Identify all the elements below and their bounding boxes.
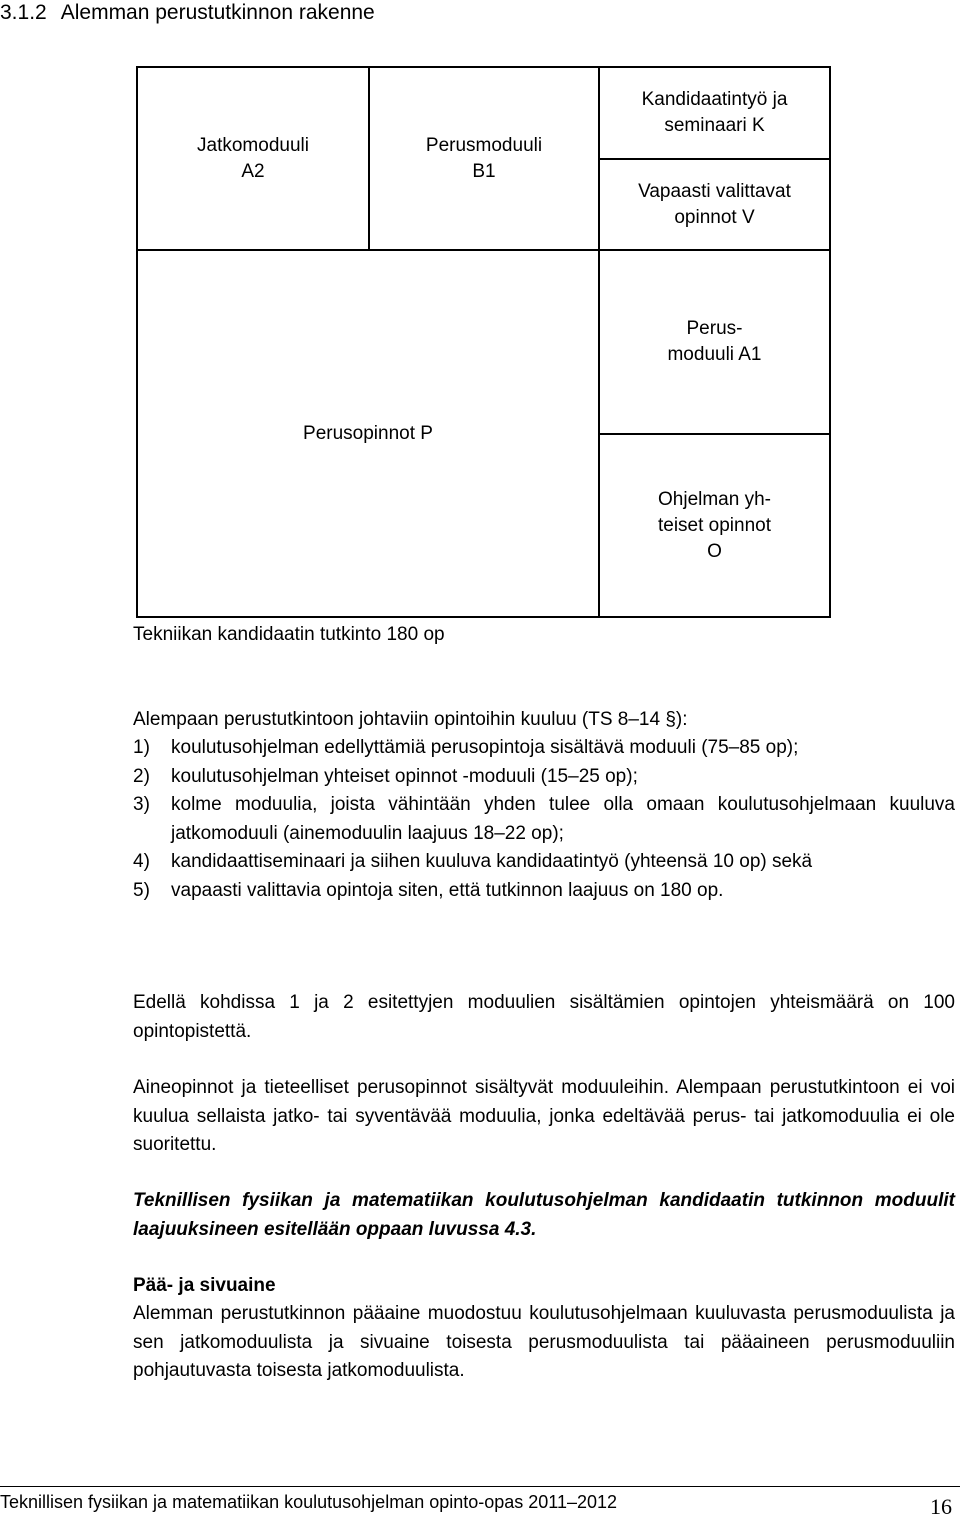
- section-heading: [0, 1, 375, 25]
- vapaasti-valittavat-box: [598, 158, 831, 251]
- kandidaatintyo-box: [598, 66, 831, 160]
- vapaasti-valittavat-label: Vapaasti valittavat opinnot V: [638, 180, 791, 228]
- list-item: [133, 734, 955, 763]
- list-item-text: koulutusohjelman yhteiset opinnot -moduuli (15–25 op);: [171, 765, 638, 787]
- page-number: 16: [930, 1494, 952, 1519]
- list-item-text: koulutusohjelman edellyttämiä perusopintoja sisältävä moduuli (75–85 op);: [171, 737, 799, 758]
- list-item: [133, 791, 955, 848]
- list-item: [133, 877, 955, 906]
- paragraph-major-minor: Alemman perustutkinnon pääaine muodostuu koulutusohjelmaan kuuluvasta perusmoduulista ja sen jatkomoduulista ja sivuaine toisesta perusmoduulista tai pääaineen perusmoduuliin pohjautuvasta toisesta jatkomoduulista.: [133, 1303, 955, 1381]
- requirements-list: [133, 734, 955, 905]
- intro-text: Alempaan perustutkintoon johtaviin opintoihin kuuluu (TS 8–14 §):: [133, 709, 688, 730]
- list-item-number: 5): [133, 879, 150, 901]
- list-item-number: 1): [133, 737, 150, 758]
- perusopinnot-box: [136, 249, 600, 618]
- perusmoduuli-b1-label: Perusmoduuli B1: [425, 134, 543, 182]
- list-item: [133, 848, 955, 877]
- yhteiset-opinnot-box: [598, 433, 831, 618]
- paragraph-total-credits: Edellä kohdissa 1 ja 2 esitettyjen moduulien sisältämien opintojen yhteismäärä on 100 opintopistettä.: [133, 992, 955, 1042]
- list-item-number: 3): [133, 794, 150, 815]
- paragraph-module-rules: Aineopinnot ja tieteelliset perusopinnot sisältyvät moduuleihin. Alempaan perustutkintoon ei voi kuulua sellaista jatko- tai syventävää moduulia, jonka edeltävää perus- tai jatkomoduulia ei ole suoritettu.: [133, 1077, 955, 1155]
- list-item-text: vapaasti valittavia opintoja siten, että tutkinnon laajuus on 180 op.: [171, 879, 724, 901]
- perusmoduuli-b1-box: [368, 66, 600, 251]
- kandidaatintyo-label: Kandidaatintyö ja seminaari K: [641, 89, 788, 136]
- footer-text: Teknillisen fysiikan ja matematiikan koulutusohjelman opinto-opas 2011–2012: [0, 1492, 618, 1512]
- jatkomoduuli-box: [136, 66, 370, 251]
- perusmoduuli-a1-label: Perus- moduuli A1: [667, 318, 762, 365]
- footer-divider: [0, 1486, 960, 1487]
- section-number: 3.1.2: [0, 1, 47, 24]
- paragraph-module-reference: Teknillisen fysiikan ja matematiikan koulutusohjelman kandidaatin tutkinnon moduulit laajuuksineen esitellään oppaan luvussa 4.3.: [133, 1190, 955, 1240]
- perusmoduuli-a1-box: [598, 249, 831, 435]
- list-item-text: kolme moduulia, joista vähintään yhden tulee olla omaan koulutusohjelmaan kuuluva jatkomoduuli (ainemoduulin laajuus 18–22 op);: [171, 794, 955, 844]
- subheading-major-minor: Pää- ja sivuaine: [133, 1275, 276, 1296]
- list-item-number: 4): [133, 851, 150, 872]
- jatkomoduuli-label: Jatkomoduuli A2: [197, 134, 309, 182]
- list-item: [133, 763, 955, 792]
- list-item-text: kandidaattiseminaari ja siihen kuuluva kandidaatintyö (yhteensä 10 op) sekä: [171, 851, 813, 872]
- yhteiset-opinnot-label: Ohjelman yh- teiset opinnot O: [657, 488, 772, 562]
- section-title: Alemman perustutkinnon rakenne: [60, 1, 375, 24]
- diagram-caption: Tekniikan kandidaatin tutkinto 180 op: [133, 624, 445, 645]
- perusopinnot-label: Perusopinnot P: [303, 422, 433, 444]
- list-item-number: 2): [133, 765, 150, 787]
